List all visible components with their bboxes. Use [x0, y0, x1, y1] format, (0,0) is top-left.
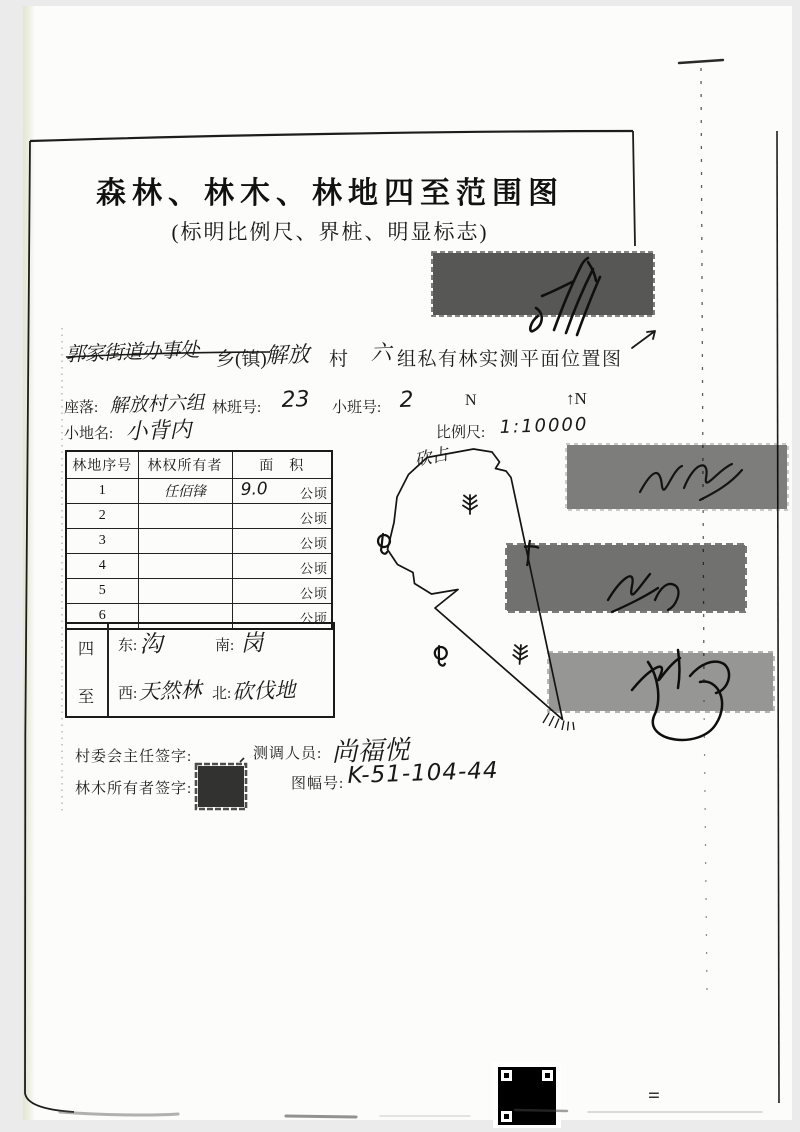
west-value-handwritten: 天然林 [138, 677, 202, 705]
verification-stamp-3 [506, 540, 746, 612]
north-letter: N [465, 392, 477, 409]
area-unit: 公顷 [299, 561, 328, 576]
area-unit: 公顷 [299, 536, 328, 551]
place-name-value-handwritten: 小背内 [125, 417, 192, 446]
paper-bottom-smudges [60, 1110, 762, 1117]
owner-seal-stamp [196, 758, 246, 809]
cell-owner [138, 529, 232, 554]
table-row [66, 504, 332, 529]
cell-area [232, 554, 332, 579]
map-sheet-number-handwritten: K-51-104-44 [347, 757, 500, 789]
north-arrow-mark: ↑N [566, 389, 587, 408]
table-row [66, 579, 332, 604]
map-sheet-label: 图幅号: [291, 776, 345, 792]
document-subtitle: (标明比例尺、界桩、明显标志) [171, 220, 489, 244]
header-area: 面 积 [232, 451, 332, 479]
area-unit: 公顷 [299, 611, 328, 626]
cell-no: 6 [66, 604, 138, 630]
place-name-label: 小地名: [64, 426, 114, 442]
east-value-handwritten: 沟 [139, 631, 163, 659]
caption-group-handwritten: 六 [370, 340, 392, 366]
cell-owner [138, 579, 232, 604]
cell-owner [138, 504, 232, 529]
cell-area [232, 579, 332, 604]
village-head-signature-label: 村委会主任签字: [75, 749, 193, 765]
table-row [66, 554, 332, 579]
map-scrub-symbols [378, 534, 448, 666]
west-label: 西: [118, 686, 138, 702]
cell-no: 4 [66, 554, 138, 579]
area-unit: 公顷 [299, 586, 328, 601]
qr-code [493, 1062, 561, 1128]
surveyor-name-handwritten: 尚福悦 [330, 735, 410, 769]
equals-scan-mark: = [648, 1083, 660, 1107]
north-label: 北: [212, 686, 232, 702]
bounds-char-si: 四 [78, 641, 95, 658]
bounds-char-zhi: 至 [78, 689, 95, 706]
header-owner: 林权所有者 [138, 451, 232, 479]
south-label: 南: [215, 638, 235, 654]
scale-label: 比例尺: [436, 425, 486, 441]
cell-no: 2 [66, 504, 138, 529]
forest-owner-table [65, 450, 333, 630]
subsection-label: 小班号: [332, 400, 382, 416]
location-value-handwritten: 解放村六组 [109, 391, 205, 418]
cell-area [232, 504, 332, 529]
cell-area [232, 479, 332, 504]
scale-value-handwritten: 1:10000 [499, 413, 589, 438]
north-value-handwritten: 砍伐地 [232, 677, 296, 705]
document-title: 森林、林木、林地四至范围图 [96, 177, 564, 210]
cell-owner [138, 554, 232, 579]
stray-arrow-mark [632, 331, 655, 348]
verification-stamp-2 [566, 444, 788, 510]
cell-owner-handwritten: 任佰锋 [138, 479, 232, 504]
caption-prefix-handwritten: 郭家街道办事处 [65, 337, 199, 367]
area-value-handwritten: 9.0 [239, 479, 268, 500]
bounds-divider-line [107, 624, 109, 716]
header-plot-no: 林地序号 [66, 451, 138, 479]
forest-section-value-handwritten: 23 [281, 387, 310, 413]
cell-area [232, 529, 332, 554]
caption-suffix-label: 组私有林实测平面位置图 [397, 349, 623, 370]
cell-no: 5 [66, 579, 138, 604]
owner-signature-label: 林木所有者签字: [75, 781, 193, 797]
table-header-row [66, 451, 332, 479]
table-row [66, 479, 332, 504]
east-label: 东: [118, 638, 138, 654]
cell-no: 1 [66, 479, 138, 504]
south-value-handwritten: 岗 [240, 630, 264, 658]
verification-stamp-4 [548, 652, 774, 712]
forest-section-label: 林班号: [212, 400, 262, 416]
caption-xiang-label: 乡(镇) [216, 349, 267, 370]
caption-village-label: 村 [329, 349, 349, 370]
verification-stamp-1 [432, 252, 654, 316]
map-edge-annotation-handwritten: 砍占 [412, 444, 451, 471]
area-unit: 公顷 [299, 486, 328, 501]
caption-village-handwritten: 解放 [265, 342, 310, 370]
subsection-value-handwritten: 2 [399, 387, 414, 413]
cell-no: 3 [66, 529, 138, 554]
surveyor-label: 测调人员: [253, 746, 323, 762]
location-label: 座落: [64, 400, 99, 416]
area-unit: 公顷 [299, 511, 328, 526]
table-row [66, 529, 332, 554]
